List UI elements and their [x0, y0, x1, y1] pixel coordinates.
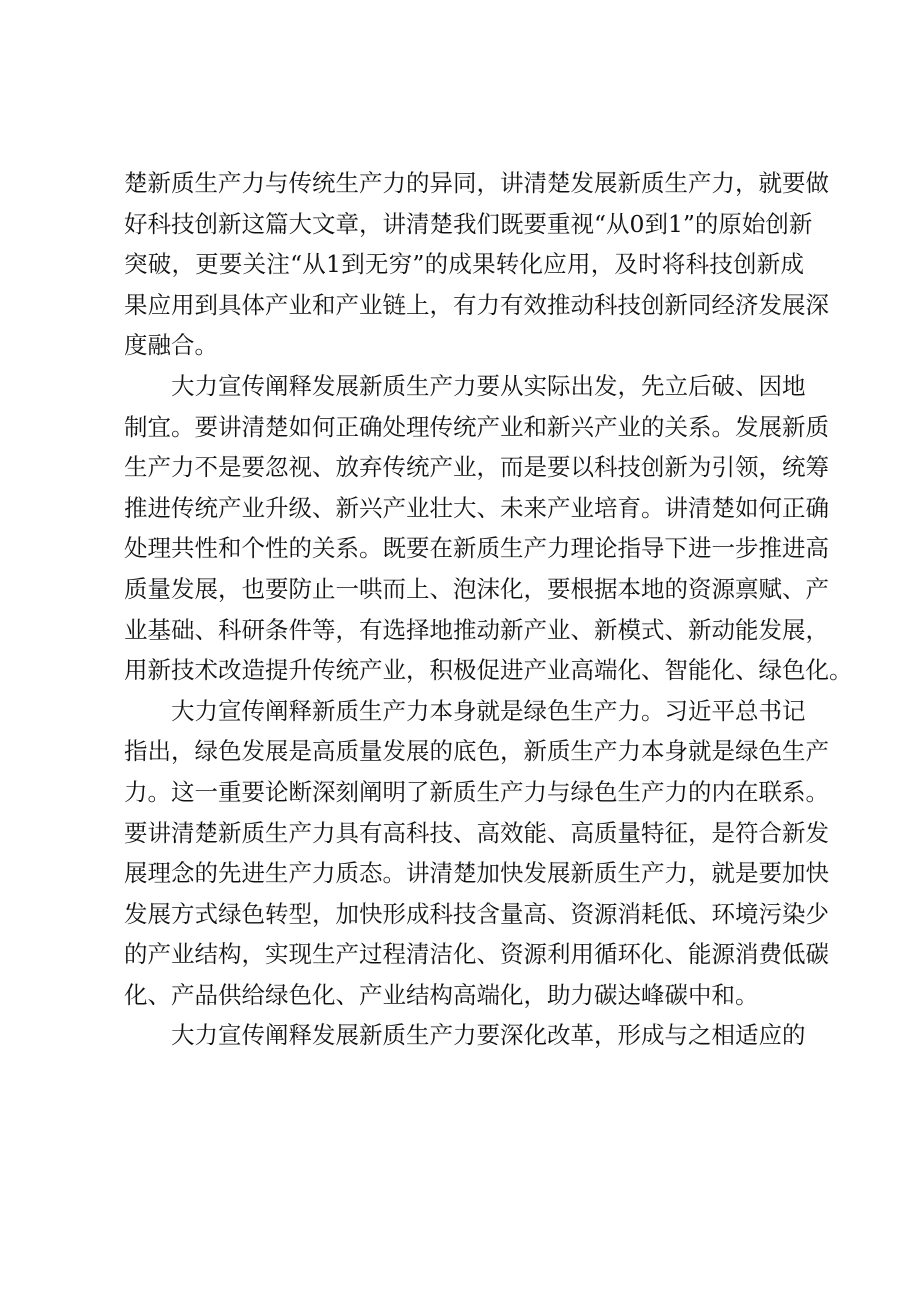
paragraph-4: [124, 1015, 804, 1056]
text-line: 突破，更要关注“从1到无穷”的成果转化应用，及时将科技创新成: [124, 250, 804, 279]
text-line: 展理念的先进生产力质态。讲清楚加快发展新质生产力，就是要加快: [124, 859, 829, 888]
text-line: 处理共性和个性的关系。既要在新质生产力理论指导下进一步推进高: [124, 534, 829, 563]
text-line: 要讲清楚新质生产力具有高科技、高效能、高质量特征，是符合新发: [124, 818, 829, 847]
text-line: 好科技创新这篇大文章，讲清楚我们既要重视“从0到1”的原始创新: [124, 209, 813, 238]
text-line: 果应用到具体产业和产业链上，有力有效推动科技创新同经济发展深: [124, 290, 829, 319]
text-line: 度融合。: [124, 331, 218, 360]
text-line: 化、产品供给绿色化、产业结构高端化，助力碳达峰碳中和。: [124, 980, 759, 1009]
text-line: 质量发展，也要防止一哄而上、泡沫化，要根据本地的资源禀赋、产: [124, 574, 829, 603]
text-line: 推进传统产业升级、新兴产业壮大、未来产业培育。讲清楚如何正确: [124, 493, 829, 522]
paragraph-2: [124, 366, 853, 691]
text-line: 大力宣传阐释发展新质生产力要深化改革，形成与之相适应的: [171, 1021, 806, 1050]
document-body: [124, 163, 853, 1056]
text-line: 发展方式绿色转型，加快形成科技含量高、资源消耗低、环境污染少: [124, 899, 829, 928]
text-line: 楚新质生产力与传统生产力的异同，讲清楚发展新质生产力，就要做: [124, 169, 829, 197]
paragraph-3: [124, 691, 829, 1016]
text-line: 指出，绿色发展是高质量发展的底色，新质生产力本身就是绿色生产: [124, 737, 829, 766]
text-line: 生产力不是要忽视、放弃传统产业，而是要以科技创新为引领，统筹: [124, 453, 829, 482]
text-line: 的产业结构，实现生产过程清洁化、资源利用循环化、能源消费低碳: [124, 940, 829, 969]
paragraph-1: [124, 163, 829, 366]
text-line: 大力宣传阐释发展新质生产力要从实际出发，先立后破、因地: [171, 371, 806, 400]
text-line: 业基础、科研条件等，有选择地推动新产业、新模式、新动能发展，: [124, 615, 829, 644]
text-line: 制宜。要讲清楚如何正确处理传统产业和新兴产业的关系。发展新质: [124, 412, 829, 441]
text-line: 力。这一重要论断深刻阐明了新质生产力与绿色生产力的内在联系。: [124, 777, 829, 806]
text-line: 大力宣传阐释新质生产力本身就是绿色生产力。习近平总书记: [171, 696, 806, 725]
text-line: 用新技术改造提升传统产业，积极促进产业高端化、智能化、绿色化。: [124, 656, 853, 685]
